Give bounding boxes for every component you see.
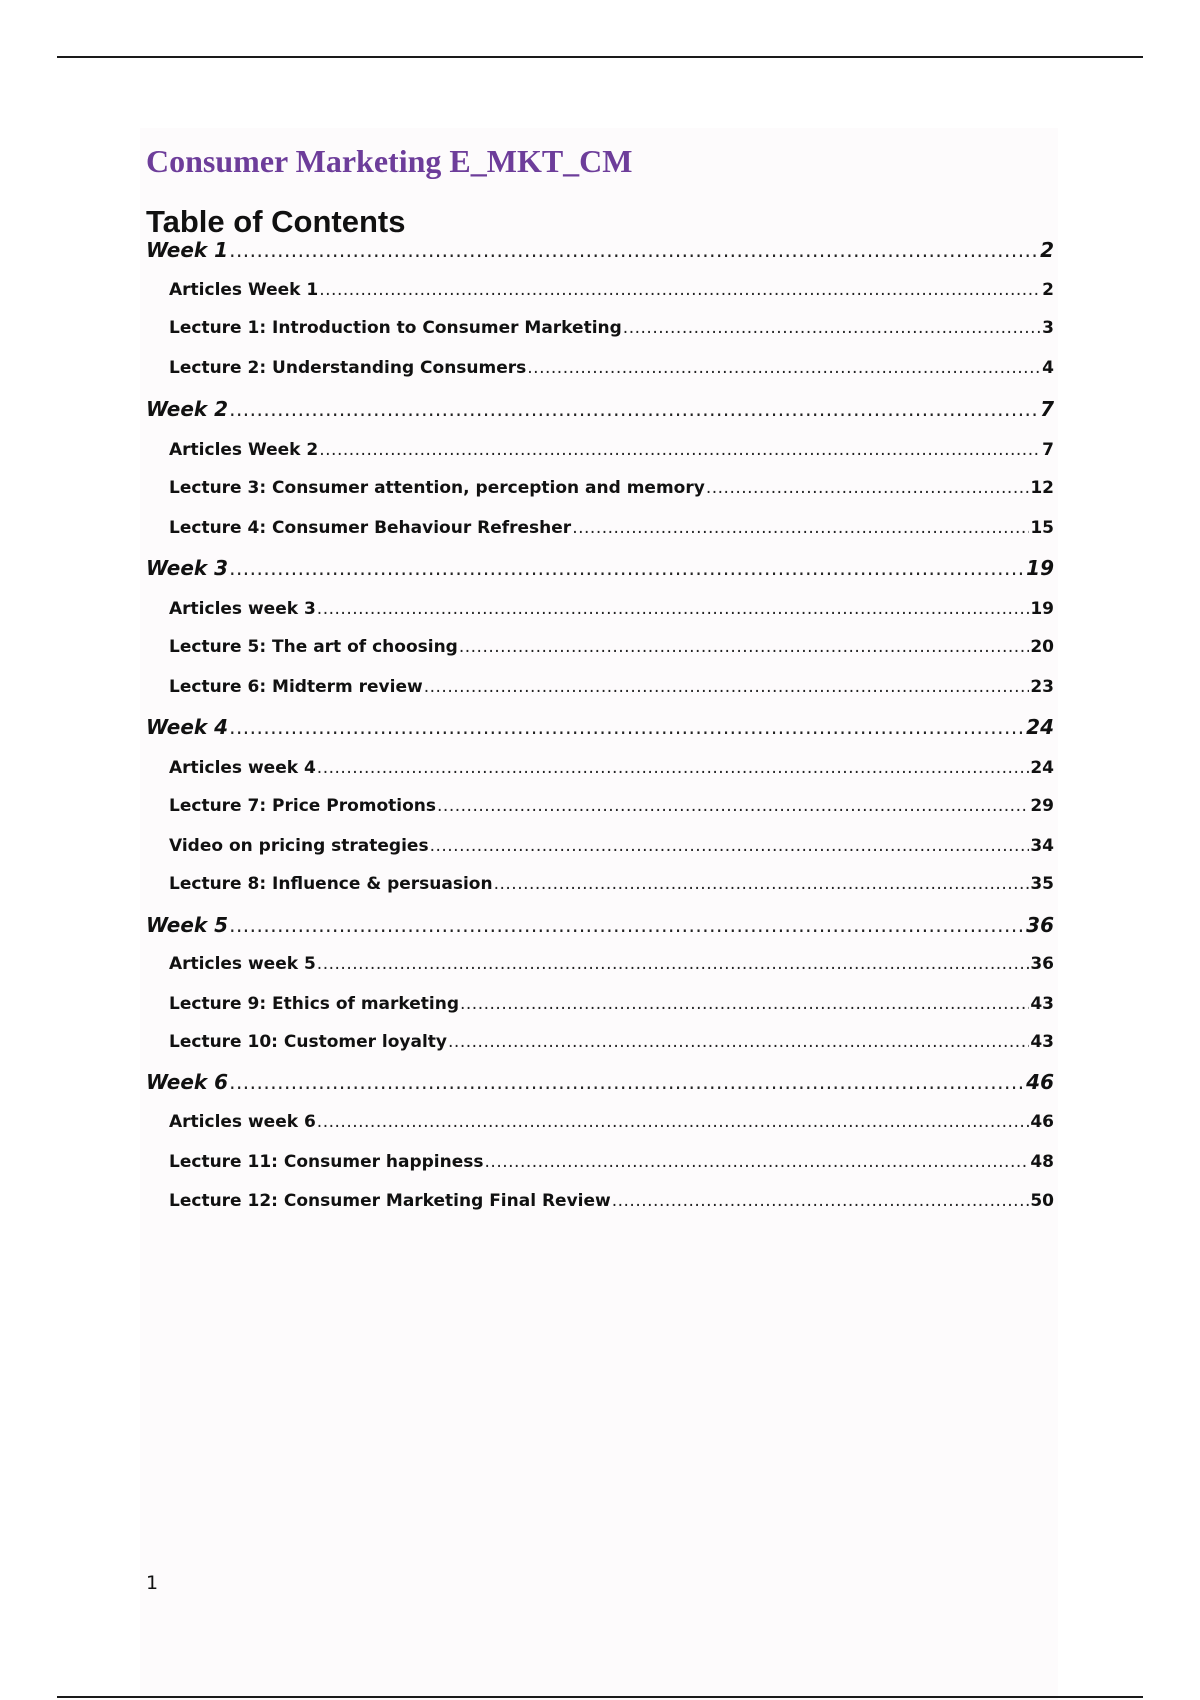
toc-dot-leader [229,911,1025,939]
toc-entry-label: Week 2 [146,397,229,421]
toc-sub-entry[interactable] [169,870,1054,898]
document-title: Consumer Marketing E_MKT_CM [146,143,633,179]
toc-entry-page: 24 [1026,715,1054,739]
toc-entry-label: Articles week 4 [169,758,316,778]
toc-entry-page: 46 [1030,1112,1054,1132]
toc-sub-entry[interactable] [169,1187,1054,1215]
toc-entry-page: 2 [1040,238,1054,262]
toc-sub-entry[interactable] [169,1148,1054,1176]
toc-week-entry[interactable] [146,1068,1054,1096]
toc-entry-label: Articles Week 2 [169,440,319,460]
toc-entry-page: 43 [1030,1032,1054,1052]
toc-sub-entry[interactable] [169,1028,1054,1056]
toc-entry-page: 4 [1042,358,1054,378]
toc-dot-leader [527,354,1041,382]
toc-week-entry[interactable] [146,236,1054,264]
toc-dot-leader [459,633,1029,661]
toc-sub-entry[interactable] [169,276,1054,304]
toc-dot-leader [317,595,1030,623]
toc-dot-leader [229,1068,1025,1096]
toc-entry-label: Week 4 [146,715,229,739]
toc-entry-label: Lecture 7: Price Promotions [169,796,437,816]
toc-dot-leader [229,395,1039,423]
toc-sub-entry[interactable] [169,474,1054,502]
toc-entry-page: 43 [1030,994,1054,1014]
toc-sub-entry[interactable] [169,595,1054,623]
toc-dot-leader [424,673,1030,701]
toc-entry-label: Articles week 6 [169,1112,316,1132]
toc-dot-leader [317,1108,1030,1136]
toc-entry-label: Lecture 6: Midterm review [169,677,423,697]
top-rule [57,56,1143,58]
toc-dot-leader [460,990,1029,1018]
toc-entry-page: 20 [1030,637,1054,657]
toc-sub-entry[interactable] [169,633,1054,661]
toc-entry-page: 3 [1042,318,1054,338]
toc-entry-page: 36 [1026,913,1054,937]
toc-week-entry[interactable] [146,713,1054,741]
toc-entry-label: Week 5 [146,913,229,937]
toc-entry-label: Articles Week 1 [169,280,319,300]
toc-entry-label: Week 6 [146,1070,229,1094]
toc-dot-leader [485,1148,1030,1176]
toc-week-entry[interactable] [146,395,1054,423]
toc-entry-label: Week 3 [146,556,229,580]
toc-sub-entry[interactable] [169,436,1054,464]
toc-sub-entry[interactable] [169,990,1054,1018]
toc-entry-label: Articles week 3 [169,599,316,619]
toc-entry-page: 36 [1030,954,1054,974]
toc-entry-label: Lecture 1: Introduction to Consumer Marketing [169,318,622,338]
toc-dot-leader [317,950,1030,978]
toc-entry-label: Lecture 8: Influence & persuasion [169,874,493,894]
toc-entry-page: 2 [1042,280,1054,300]
toc-sub-entry[interactable] [169,514,1054,542]
toc-dot-leader [319,276,1041,304]
toc-entry-page: 15 [1030,518,1054,538]
toc-entry-page: 29 [1030,796,1054,816]
toc-entry-page: 46 [1026,1070,1054,1094]
toc-dot-leader [430,832,1030,860]
toc-entry-label: Lecture 12: Consumer Marketing Final Review [169,1191,611,1211]
toc-entry-label: Week 1 [146,238,229,262]
toc-entry-page: 50 [1030,1191,1054,1211]
toc-entry-page: 7 [1042,440,1054,460]
toc-dot-leader [494,870,1030,898]
toc-week-entry[interactable] [146,554,1054,582]
toc-dot-leader [229,236,1039,264]
toc-sub-entry[interactable] [169,792,1054,820]
toc-sub-entry[interactable] [169,314,1054,342]
toc-entry-label: Articles week 5 [169,954,316,974]
toc-entry-label: Lecture 9: Ethics of marketing [169,994,459,1014]
toc-entry-label: Video on pricing strategies [169,836,429,856]
toc-sub-entry[interactable] [169,754,1054,782]
toc-dot-leader [572,514,1029,542]
toc-entry-page: 34 [1030,836,1054,856]
toc-entry-page: 12 [1030,478,1054,498]
toc-dot-leader [623,314,1041,342]
toc-entry-page: 35 [1030,874,1054,894]
toc-entry-label: Lecture 5: The art of choosing [169,637,458,657]
toc-dot-leader [437,792,1029,820]
toc-entry-page: 23 [1030,677,1054,697]
toc-entry-label: Lecture 11: Consumer happiness [169,1152,484,1172]
toc-sub-entry[interactable] [169,673,1054,701]
toc-dot-leader [229,713,1025,741]
toc-entry-page: 24 [1030,758,1054,778]
toc-entry-label: Lecture 3: Consumer attention, perception and memory [169,478,705,498]
toc-dot-leader [448,1028,1029,1056]
toc-heading: Table of Contents [146,204,406,239]
toc-dot-leader [229,554,1025,582]
toc-entry-label: Lecture 10: Customer loyalty [169,1032,448,1052]
toc-entry-label: Lecture 2: Understanding Consumers [169,358,527,378]
toc-dot-leader [706,474,1030,502]
toc-dot-leader [612,1187,1030,1215]
toc-entry-page: 19 [1030,599,1054,619]
bottom-rule [57,1696,1143,1698]
toc-sub-entry[interactable] [169,1108,1054,1136]
toc-sub-entry[interactable] [169,950,1054,978]
toc-sub-entry[interactable] [169,832,1054,860]
toc-entry-page: 48 [1030,1152,1054,1172]
page-number: 1 [146,1572,159,1594]
toc-entry-page: 19 [1026,556,1054,580]
toc-entry-page: 7 [1040,397,1054,421]
toc-entry-label: Lecture 4: Consumer Behaviour Refresher [169,518,572,538]
toc-dot-leader [317,754,1030,782]
toc-dot-leader [319,436,1041,464]
toc-week-entry[interactable] [146,911,1054,939]
toc-sub-entry[interactable] [169,354,1054,382]
